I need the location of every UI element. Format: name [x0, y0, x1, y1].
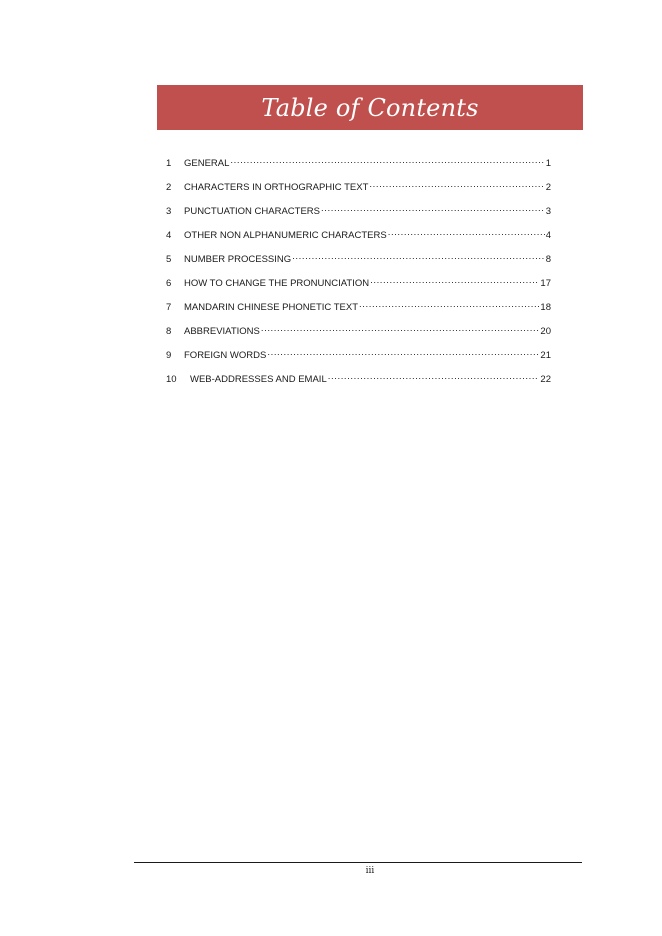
toc-entry[interactable] [166, 180, 551, 204]
toc-entry[interactable] [166, 252, 551, 276]
page-title: Table of Contents [261, 93, 479, 122]
toc-entry-number: 5 [166, 254, 172, 265]
toc-entry-page[interactable]: 2 [545, 182, 551, 193]
table-of-contents [166, 156, 551, 396]
toc-entry[interactable] [166, 300, 551, 324]
toc-entry-label[interactable]: FOREIGN WORDS [184, 350, 267, 361]
toc-entry-page[interactable]: 18 [540, 302, 551, 313]
toc-entry-label[interactable]: PUNCTUATION CHARACTERS [184, 206, 320, 217]
toc-entry-page[interactable]: 21 [540, 350, 551, 361]
toc-entry-page[interactable]: 1 [545, 158, 551, 169]
toc-dot-leader [321, 204, 545, 214]
toc-entry-number: 7 [166, 302, 172, 313]
toc-entry-number: 4 [166, 230, 172, 241]
toc-entry[interactable] [166, 324, 551, 348]
toc-entry-page[interactable]: 20 [540, 326, 551, 337]
toc-entry-number: 3 [166, 206, 172, 217]
toc-entry[interactable] [166, 348, 551, 372]
toc-entry[interactable] [166, 372, 551, 396]
toc-entry-number: 2 [166, 182, 172, 193]
toc-entry-label[interactable]: WEB-ADDRESSES AND EMAIL [190, 374, 327, 385]
toc-entry-label[interactable]: GENERAL [184, 158, 230, 169]
toc-dot-leader [328, 372, 540, 382]
toc-entry-label[interactable]: HOW TO CHANGE THE PRONUNCIATION [184, 278, 370, 289]
toc-entry-number: 6 [166, 278, 172, 289]
toc-entry[interactable] [166, 276, 551, 300]
toc-entry-number: 10 [166, 374, 177, 385]
footer-page-number: iii [365, 866, 375, 876]
toc-entry-page[interactable]: 4 [545, 230, 551, 241]
toc-entry-label[interactable]: OTHER NON ALPHANUMERIC CHARACTERS [184, 230, 387, 241]
toc-dot-leader [370, 276, 539, 286]
toc-entry-label[interactable]: CHARACTERS IN ORTHOGRAPHIC TEXT [184, 182, 369, 193]
title-banner [157, 85, 583, 130]
toc-entry-number: 9 [166, 350, 172, 361]
toc-dot-leader [388, 228, 545, 238]
toc-entry[interactable] [166, 228, 551, 252]
toc-entry-number: 8 [166, 326, 172, 337]
footer-divider [134, 862, 582, 863]
toc-dot-leader [230, 156, 544, 166]
toc-entry-number: 1 [166, 158, 172, 169]
toc-entry[interactable] [166, 156, 551, 180]
toc-dot-leader [261, 324, 540, 334]
toc-dot-leader [267, 348, 539, 358]
toc-dot-leader [369, 180, 544, 190]
toc-entry[interactable] [166, 204, 551, 228]
toc-entry-page[interactable]: 22 [540, 374, 551, 385]
toc-entry-page[interactable]: 3 [545, 206, 551, 217]
toc-entry-page[interactable]: 17 [540, 278, 551, 289]
toc-entry-label[interactable]: NUMBER PROCESSING [184, 254, 292, 265]
toc-entry-label[interactable]: MANDARIN CHINESE PHONETIC TEXT [184, 302, 359, 313]
toc-dot-leader [292, 252, 545, 262]
toc-dot-leader [359, 300, 539, 310]
toc-entry-label[interactable]: ABBREVIATIONS [184, 326, 260, 337]
toc-entry-page[interactable]: 8 [545, 254, 551, 265]
